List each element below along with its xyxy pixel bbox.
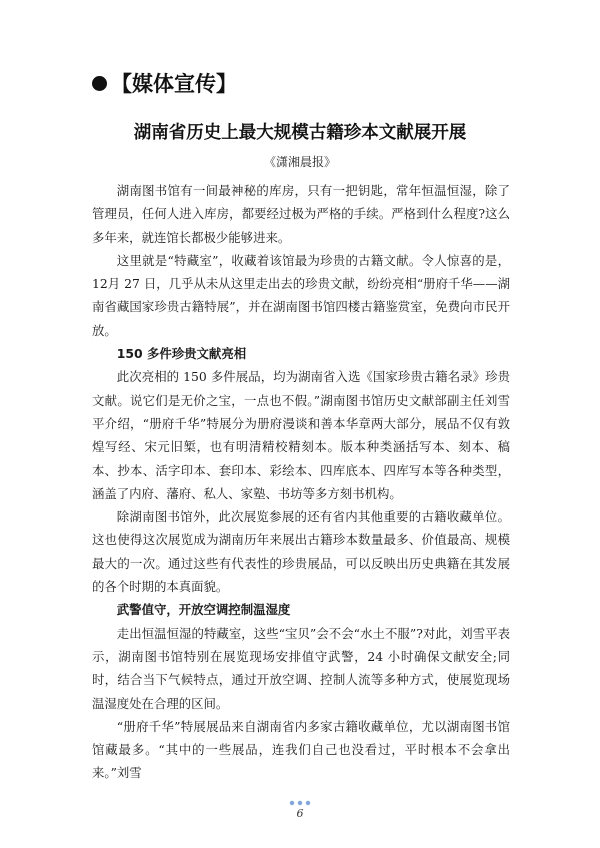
dot [306, 801, 310, 805]
article-title: 湖南省历史上最大规模古籍珍本文献展开展 [133, 123, 467, 143]
paragraph: “册府千华”特展展品来自湖南省内多家古籍收藏单位，尤以湖南图书馆馆藏最多。“其中的一些展品，连我们自己也没看过，平时根本不会拿出来。”刘雪 [92, 718, 510, 781]
section-heading [92, 68, 237, 98]
dots-ornament-icon [289, 800, 311, 806]
subheading: 武警值守，开放空调控制温湿度 [116, 602, 291, 618]
paragraph: 此次亮相的 150 多件展品，均为湖南省入选《国家珍贵古籍名录》珍贵文献。说它们是无价之宝，一点也不假。”湖南图书馆历史文献部副主任刘雪平介绍，“册府千华”特展分为册府漫谈和善本华章两大部分，展品不仅有敦煌写经、宋元旧椠，也有明清精校精刻本。版本种类涵括写本、刻本、稿本、抄本、活字印本、套印本、彩绘本、四库底本、四库写本等各种类型，涵盖了内府、藩府、私人、家塾、书坊等多方刻书机构。 [92, 369, 510, 501]
paragraph: 除湖南图书馆外，此次展览参展的还有省内其他重要的古籍收藏单位。这也使得这次展览成为湖南历年来展出古籍珍本数量最多、价值最高、规模最大的一次。通过这些有代表性的珍贵展品，可以反映出历史典籍在其发展的各个时期的本真面貌。 [92, 509, 510, 595]
dot [298, 801, 302, 805]
bullet-circle-icon [92, 76, 107, 91]
paragraph: 湖南图书馆有一间最神秘的库房，只有一把钥匙，常年恒温恒湿，除了管理员，任何人进入库房，都要经过极为严格的手续。严格到什么程度?这么多年来，就连馆长都极少能够进来。 [92, 183, 510, 245]
page-footer [0, 800, 600, 820]
subheading: 150 多件珍贵文献亮相 [116, 346, 247, 362]
article-body [92, 179, 510, 785]
paragraph: 这里就是“特藏室”，收藏着该馆最为珍贵的古籍文献。令人惊喜的是，12月 27 日，几乎从未从这里走出去的珍贵文献，纷纷亮相“册府千华——湖南省藏国家珍贵古籍特展”，并在湖南图书馆四楼古籍鉴赏室，免费向市民开放。 [92, 252, 510, 338]
page-number: 6 [296, 807, 304, 820]
paragraph: 走出恒温恒湿的特藏室，这些“宝贝”会不会“水土不服”?对此，刘雪平表示，湖南图书馆特别在展览现场安排值守武警，24 小时确保文献安全;同时，结合当下气候特点，通过开放空调、控制人流等多种方式，使展览现场温湿度处在合理的区间。 [92, 625, 510, 711]
article-source: 《潇湘晨报》 [263, 155, 336, 169]
dot [290, 801, 294, 805]
section-heading-text: 【媒体宣传】 [111, 72, 237, 96]
